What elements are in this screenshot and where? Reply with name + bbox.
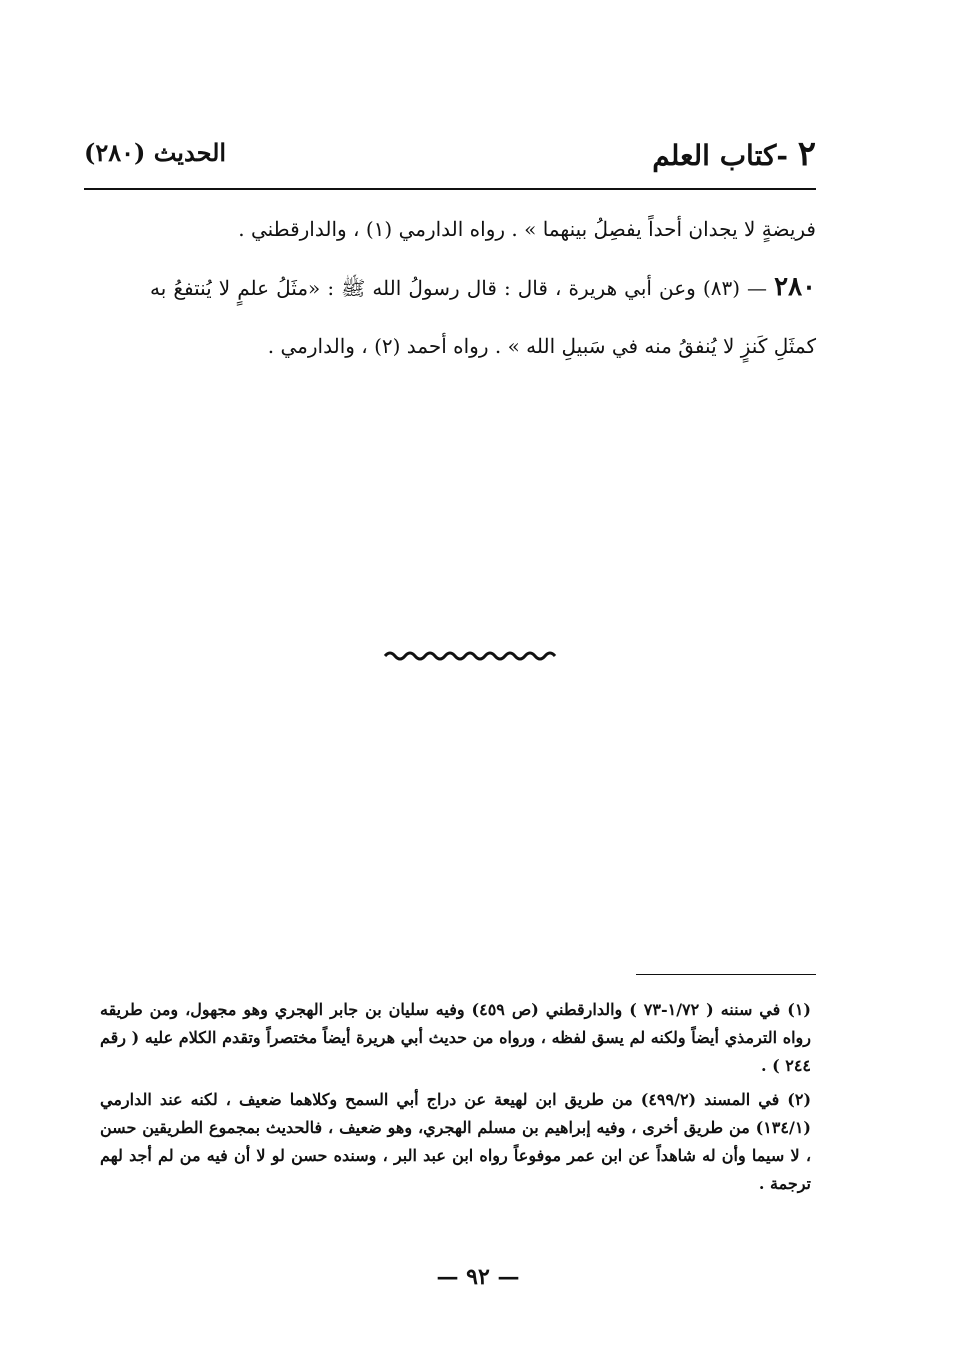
chapter-name: -كتاب العلم [652,139,788,172]
footnote-1: (١) في سننه ( ١/٧٢-٧٣ ) والدارقطني (ص ٤٥٩) وفيه سليان بن جابر الهجري وهو مجهول، ومن طريقه رواه الترمذي أيضاً ولكنه لم يسق لفظه ، ورواه من حديث أبي هريرة أيضاً مختصراً وتقدم الكلام عليه ( رقم ٢٤٤ ) . [100,1000,811,1075]
footnotes [100,996,811,1204]
main-text [150,200,816,375]
header-rule [84,188,816,190]
ornamental-divider [383,648,563,664]
chapter-number: ٢ [797,134,816,174]
page-number: — ٩٢ — [436,1264,520,1290]
hadith-number: ٢٨٠ [774,272,817,302]
hadith-text: — (٨٣) وعن أبي هريرة ، قال : قال رسولُ الله ﷺ : «مثَلُ علمٍ لا يُنتفعُ به كمثَلِ كَنزٍ لا يُنفقُ منه في سَبيلِ الله » . رواه أحمد (٢) ، والدارمي . [150,276,816,358]
footnote-2: (٢) في المسند (٤٩٩/٢) من طريق ابن لهيعة عن دراج أبي السمح وكلاهما ضعيف ، لكنه عند الدارمي (١٣٤/١) من طريق أخرى ، وفيه إبراهيم بن مسلم الهجري، وهو ضعيف ، فالحديث بمجموع الطريقين حسن ، لا سيما وأن له شاهداً عن ابن عمر موفوعاً رواه ابن عبد البر ، وسنده حسن لو لا أن فيه من لم أجد لهم ترجمة . [100,1090,812,1193]
page-header [84,128,816,178]
hadith-reference: الحديث (٢٨٠) [84,138,227,167]
chapter-title [652,134,816,174]
paragraph-continuation: فريضةٍ لا يجدان أحداً يفصِلُ بينهما » . رواه الدارمي (١) ، والدارقطني . [238,217,816,241]
hadith-paragraph [150,258,816,375]
footnote-rule [636,974,816,975]
